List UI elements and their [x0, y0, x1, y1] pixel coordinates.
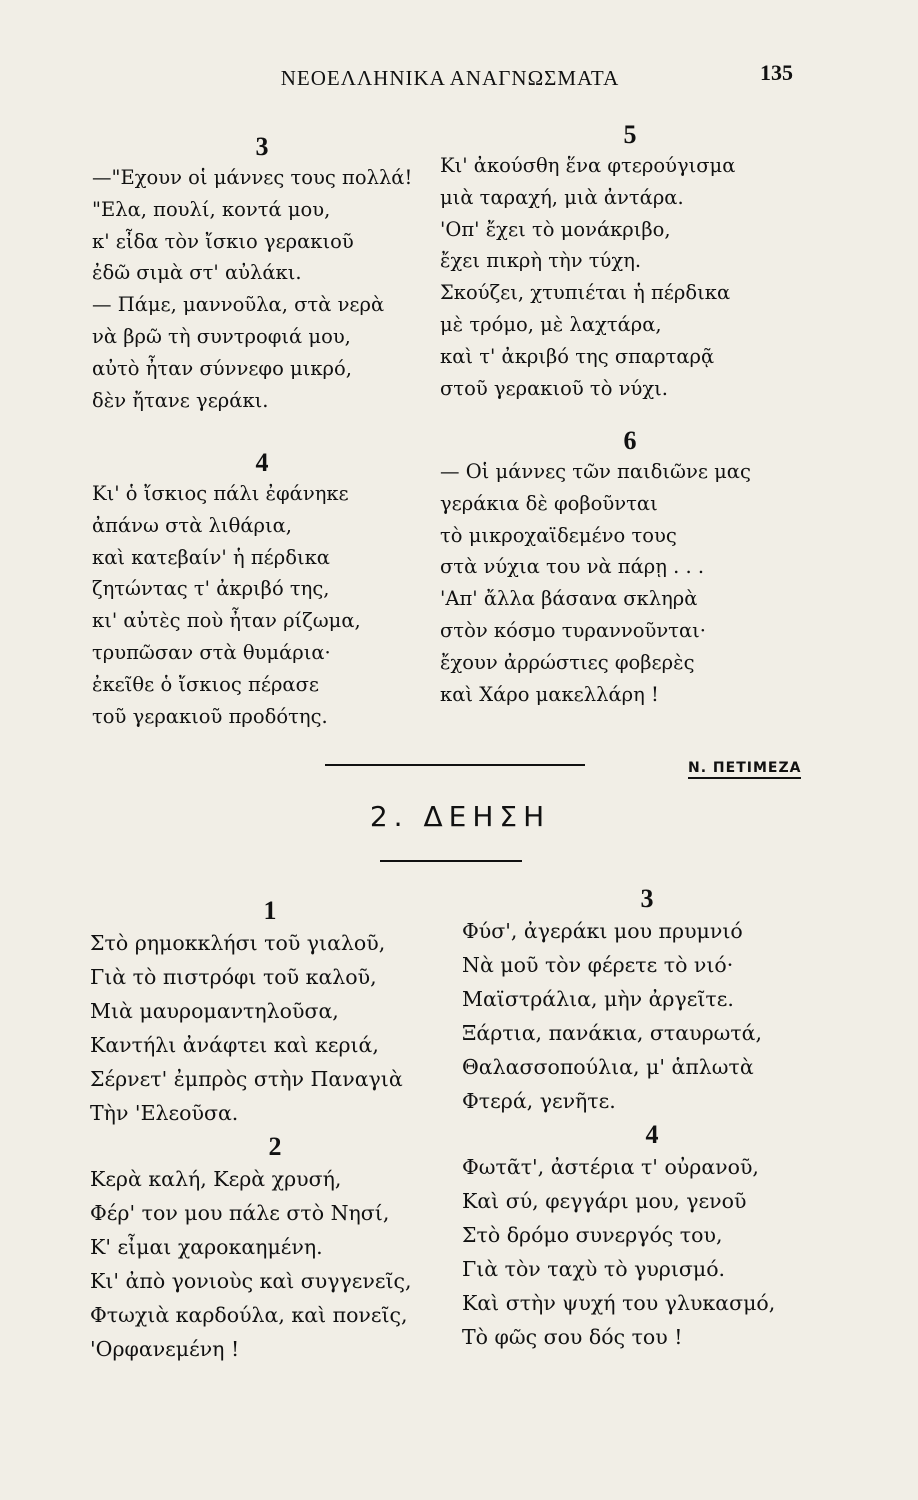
verse-line: ἔχει πικρὴ τὴν τύχη.: [440, 249, 642, 273]
verse-line: Φτωχιὰ καρδούλα, καὶ πονεῖς,: [90, 1303, 408, 1327]
verse-line: ἐδῶ σιμὰ στ' αὐλάκι.: [92, 261, 302, 285]
verse-line: Μαϊστράλια, μὴν ἀργεῖτε.: [462, 987, 734, 1011]
verse-line: ἔχουν ἀρρώστιες φοβερὲς: [440, 650, 695, 674]
verse-line: νὰ βρῶ τὴ συντροφιά μου,: [92, 324, 351, 348]
stanza-number: 3: [640, 884, 654, 913]
verse-line: Τὴν 'Ελεοῦσα.: [90, 1101, 239, 1125]
title-underline: [380, 860, 522, 862]
verse-line: Φωτᾶτ', ἀστέρια τ' οὐρανοῦ,: [462, 1155, 759, 1179]
verse-line: Στὸ ρημοκκλήσι τοῦ γιαλοῦ,: [90, 931, 386, 955]
poem1-stanza-4: [92, 448, 432, 732]
verse-line: Καὶ στὴν ψυχή του γλυκασμό,: [462, 1291, 776, 1315]
poem2-stanza-2: [90, 1132, 460, 1366]
poem2-stanza-1: [90, 896, 450, 1130]
poem2-stanza-4: [462, 1120, 842, 1354]
verse-line: Σέρνετ' ἐμπρὸς στὴν Παναγιὰ: [90, 1067, 403, 1091]
stanza-number: 2: [268, 1132, 282, 1161]
verse-line: καὶ Χάρο μακελλάρη !: [440, 682, 659, 706]
verse-line: Γιὰ τὸ πιστρόφι τοῦ καλοῦ,: [90, 965, 377, 989]
verse-line: στὰ νύχια του νὰ πάρῃ . . .: [440, 555, 705, 579]
verse-line: τρυπῶσαν στὰ θυμάρια·: [92, 640, 331, 664]
page-header: [0, 60, 918, 100]
verse-line: Ξάρτια, πανάκια, σταυρωτά,: [462, 1021, 763, 1045]
verse-line: κι' αὐτὲς ποὺ ἦταν ρίζωμα,: [92, 609, 361, 633]
verse-line: 'Οπ' ἔχει τὸ μονάκριβο,: [440, 217, 671, 241]
verse-line: μὲ τρόμο, μὲ λαχτάρα,: [440, 312, 662, 336]
running-title: ΝΕΟΕΛΛΗΝΙΚΑ ΑΝΑΓΝΩΣΜΑΤΑ: [280, 66, 620, 90]
verse-line: 'Ορφανεμένη !: [90, 1337, 240, 1361]
poem1-stanza-3: [92, 132, 432, 416]
verse-line: Φτερά, γενῆτε.: [462, 1089, 616, 1113]
verse-line: Κι' ἀκούσθη ἕνα φτερούγισμα: [440, 154, 736, 177]
verse-line: Καντήλι ἀνάφτει καὶ κεριά,: [90, 1033, 379, 1057]
poem2-stanza-3: [462, 884, 832, 1118]
verse-line: γεράκια δὲ φοβοῦνται: [440, 491, 658, 515]
verse-line: Κ' εἶμαι χαροκαημένη.: [90, 1235, 323, 1259]
verse-line: Στὸ δρόμο συνεργός του,: [462, 1223, 723, 1247]
verse-line: Σκούζει, χτυπιέται ἡ πέρδικα: [440, 281, 731, 305]
verse-line: κ' εἶδα τὸν ἴσκιο γερακιοῦ: [92, 229, 354, 253]
verse-line: — Οἱ μάννες τῶν παιδιῶνε μας: [440, 460, 751, 483]
verse-line: Νὰ μοῦ τὸν φέρετε τὸ νιό·: [462, 953, 734, 977]
stanza-number: 3: [255, 132, 269, 161]
stanza-number: 4: [255, 448, 269, 477]
verse-line: —"Εχουν οἱ μάννες τους πολλά!: [92, 166, 413, 189]
stanza-number: 1: [263, 896, 277, 925]
verse-line: δὲν ἤτανε γεράκι.: [92, 388, 269, 412]
verse-line: Κι' ὁ ἴσκιος πάλι ἐφάνηκε: [92, 482, 349, 505]
author-signature: Ν. ΠΕΤΙΜΕΖΑ: [688, 760, 801, 779]
stanza-number: 4: [645, 1120, 659, 1149]
verse-line: τὸ μικροχαϊδεμένο τους: [440, 523, 677, 547]
verse-line: ζητώντας τ' ἀκριβό της,: [92, 577, 330, 601]
stanza-number: 6: [623, 426, 637, 455]
verse-line: Θαλασσοπούλια, μ' ἁπλωτὰ: [462, 1055, 754, 1079]
verse-line: Τὸ φῶς σου δός του !: [462, 1325, 683, 1349]
page-number: 135: [760, 60, 793, 85]
poem-title: 2. ΔΕΗΣΗ: [369, 800, 551, 833]
verse-line: Κι' ἀπὸ γονιοὺς καὶ συγγενεῖς,: [90, 1269, 412, 1293]
verse-line: Καὶ σύ, φεγγάρι μου, γενοῦ: [462, 1189, 747, 1213]
poem1-stanza-6: [440, 426, 820, 710]
poem1-stanza-5: [440, 120, 820, 404]
section-divider: [325, 764, 585, 766]
verse-line: "Ελα, πουλί, κοντά μου,: [92, 197, 331, 221]
verse-line: Κερὰ καλή, Κερὰ χρυσή,: [90, 1167, 342, 1191]
verse-line: Φύσ', ἀγεράκι μου πρυμνιό: [462, 919, 743, 943]
verse-line: Φέρ' τον μου πάλε στὸ Νησί,: [90, 1201, 390, 1225]
verse-line: μιὰ ταραχή, μιὰ ἀντάρα.: [440, 185, 684, 209]
verse-line: ἐκεῖθε ὁ ἴσκιος πέρασε: [92, 672, 319, 696]
verse-line: στὸν κόσμο τυραννοῦνται·: [440, 618, 706, 642]
verse-line: Γιὰ τὸν ταχὺ τὸ γυρισμό.: [462, 1257, 726, 1281]
verse-line: αὐτὸ ἦταν σύννεφο μικρό,: [92, 356, 352, 380]
verse-line: Μιὰ μαυρομαντηλοῦσα,: [90, 999, 339, 1023]
verse-line: στοῦ γερακιοῦ τὸ νύχι.: [440, 376, 669, 400]
verse-line: — Πάμε, μαννοῦλα, στὰ νερὰ: [92, 293, 385, 317]
verse-line: καὶ τ' ἀκριβό της σπαρταρᾷ: [440, 344, 715, 368]
verse-line: 'Απ' ἄλλα βάσανα σκληρὰ: [440, 587, 698, 611]
stanza-number: 5: [623, 120, 637, 149]
verse-line: ἀπάνω στὰ λιθάρια,: [92, 513, 292, 537]
verse-line: καὶ κατεβαίν' ἡ πέρδικα: [92, 545, 330, 569]
verse-line: τοῦ γερακιοῦ προδότης.: [92, 704, 328, 728]
